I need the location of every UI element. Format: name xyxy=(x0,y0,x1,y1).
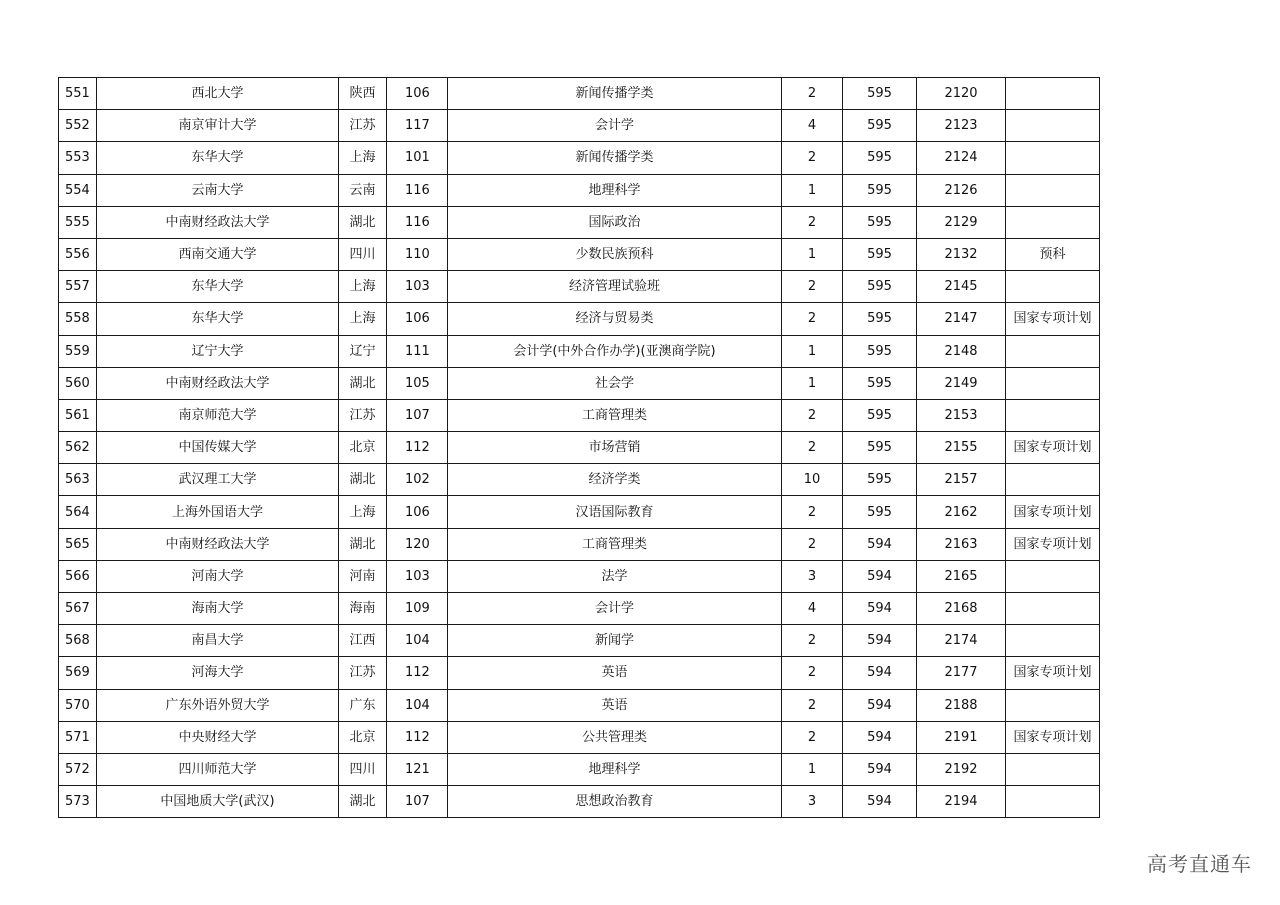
major-code-cell: 116 xyxy=(387,206,448,238)
table-row xyxy=(59,110,1100,142)
min-rank-cell: 2123 xyxy=(917,110,1006,142)
row-number-cell: 555 xyxy=(59,206,97,238)
remark-cell xyxy=(1006,464,1100,496)
min-score-cell: 594 xyxy=(843,528,917,560)
province-cell: 陕西 xyxy=(339,78,387,110)
major-name-cell: 英语 xyxy=(448,689,782,721)
school-name-cell: 中南财经政法大学 xyxy=(97,206,339,238)
min-rank-cell: 2163 xyxy=(917,528,1006,560)
min-rank-cell: 2126 xyxy=(917,174,1006,206)
plan-count-cell: 2 xyxy=(782,142,843,174)
major-code-cell: 121 xyxy=(387,753,448,785)
min-score-cell: 594 xyxy=(843,593,917,625)
row-number-cell: 559 xyxy=(59,335,97,367)
plan-count-cell: 2 xyxy=(782,625,843,657)
min-rank-cell: 2162 xyxy=(917,496,1006,528)
row-number-cell: 561 xyxy=(59,399,97,431)
province-cell: 湖北 xyxy=(339,206,387,238)
row-number-cell: 556 xyxy=(59,238,97,270)
table-row xyxy=(59,464,1100,496)
remark-cell xyxy=(1006,753,1100,785)
major-code-cell: 117 xyxy=(387,110,448,142)
row-number-cell: 569 xyxy=(59,657,97,689)
school-name-cell: 四川师范大学 xyxy=(97,753,339,785)
major-name-cell: 经济管理试验班 xyxy=(448,271,782,303)
min-rank-cell: 2177 xyxy=(917,657,1006,689)
school-name-cell: 河海大学 xyxy=(97,657,339,689)
min-rank-cell: 2174 xyxy=(917,625,1006,657)
major-name-cell: 新闻传播学类 xyxy=(448,78,782,110)
row-number-cell: 554 xyxy=(59,174,97,206)
table-row xyxy=(59,238,1100,270)
plan-count-cell: 3 xyxy=(782,786,843,818)
province-cell: 江苏 xyxy=(339,657,387,689)
min-rank-cell: 2191 xyxy=(917,721,1006,753)
major-name-cell: 思想政治教育 xyxy=(448,786,782,818)
plan-count-cell: 2 xyxy=(782,432,843,464)
min-score-cell: 595 xyxy=(843,78,917,110)
major-code-cell: 109 xyxy=(387,593,448,625)
row-number-cell: 564 xyxy=(59,496,97,528)
province-cell: 江苏 xyxy=(339,110,387,142)
plan-count-cell: 2 xyxy=(782,657,843,689)
min-rank-cell: 2129 xyxy=(917,206,1006,238)
plan-count-cell: 2 xyxy=(782,528,843,560)
school-name-cell: 西北大学 xyxy=(97,78,339,110)
min-score-cell: 594 xyxy=(843,753,917,785)
plan-count-cell: 4 xyxy=(782,593,843,625)
plan-count-cell: 2 xyxy=(782,689,843,721)
remark-cell xyxy=(1006,271,1100,303)
school-name-cell: 东华大学 xyxy=(97,271,339,303)
table-row xyxy=(59,335,1100,367)
min-score-cell: 595 xyxy=(843,399,917,431)
plan-count-cell: 10 xyxy=(782,464,843,496)
min-score-cell: 594 xyxy=(843,721,917,753)
min-score-cell: 594 xyxy=(843,625,917,657)
row-number-cell: 567 xyxy=(59,593,97,625)
row-number-cell: 573 xyxy=(59,786,97,818)
min-rank-cell: 2188 xyxy=(917,689,1006,721)
major-name-cell: 法学 xyxy=(448,560,782,592)
school-name-cell: 武汉理工大学 xyxy=(97,464,339,496)
row-number-cell: 552 xyxy=(59,110,97,142)
row-number-cell: 572 xyxy=(59,753,97,785)
major-name-cell: 会计学(中外合作办学)(亚澳商学院) xyxy=(448,335,782,367)
major-code-cell: 106 xyxy=(387,78,448,110)
min-score-cell: 595 xyxy=(843,464,917,496)
table-row xyxy=(59,593,1100,625)
plan-count-cell: 2 xyxy=(782,399,843,431)
school-name-cell: 东华大学 xyxy=(97,142,339,174)
remark-cell xyxy=(1006,110,1100,142)
table-row xyxy=(59,303,1100,335)
school-name-cell: 广东外语外贸大学 xyxy=(97,689,339,721)
major-name-cell: 经济学类 xyxy=(448,464,782,496)
province-cell: 北京 xyxy=(339,721,387,753)
watermark: 高考直通车 xyxy=(1147,852,1252,876)
remark-cell xyxy=(1006,335,1100,367)
remark-cell xyxy=(1006,367,1100,399)
remark-cell: 国家专项计划 xyxy=(1006,528,1100,560)
plan-count-cell: 2 xyxy=(782,206,843,238)
major-code-cell: 103 xyxy=(387,560,448,592)
school-name-cell: 海南大学 xyxy=(97,593,339,625)
plan-count-cell: 1 xyxy=(782,335,843,367)
row-number-cell: 551 xyxy=(59,78,97,110)
major-code-cell: 107 xyxy=(387,786,448,818)
table-row xyxy=(59,399,1100,431)
province-cell: 上海 xyxy=(339,142,387,174)
row-number-cell: 560 xyxy=(59,367,97,399)
province-cell: 江苏 xyxy=(339,399,387,431)
min-score-cell: 595 xyxy=(843,496,917,528)
min-score-cell: 595 xyxy=(843,206,917,238)
plan-count-cell: 3 xyxy=(782,560,843,592)
table-row xyxy=(59,753,1100,785)
major-name-cell: 少数民族预科 xyxy=(448,238,782,270)
plan-count-cell: 1 xyxy=(782,238,843,270)
remark-cell xyxy=(1006,78,1100,110)
min-rank-cell: 2120 xyxy=(917,78,1006,110)
min-rank-cell: 2132 xyxy=(917,238,1006,270)
row-number-cell: 570 xyxy=(59,689,97,721)
table-row xyxy=(59,657,1100,689)
table-row xyxy=(59,528,1100,560)
major-code-cell: 120 xyxy=(387,528,448,560)
remark-cell: 预科 xyxy=(1006,238,1100,270)
school-name-cell: 南昌大学 xyxy=(97,625,339,657)
remark-cell xyxy=(1006,142,1100,174)
row-number-cell: 566 xyxy=(59,560,97,592)
remark-cell: 国家专项计划 xyxy=(1006,496,1100,528)
min-score-cell: 595 xyxy=(843,367,917,399)
table-row xyxy=(59,174,1100,206)
school-name-cell: 中南财经政法大学 xyxy=(97,367,339,399)
major-name-cell: 公共管理类 xyxy=(448,721,782,753)
major-code-cell: 106 xyxy=(387,303,448,335)
min-rank-cell: 2124 xyxy=(917,142,1006,174)
remark-cell xyxy=(1006,625,1100,657)
major-code-cell: 104 xyxy=(387,625,448,657)
min-score-cell: 595 xyxy=(843,174,917,206)
plan-count-cell: 2 xyxy=(782,721,843,753)
major-code-cell: 116 xyxy=(387,174,448,206)
remark-cell xyxy=(1006,593,1100,625)
remark-cell xyxy=(1006,689,1100,721)
school-name-cell: 中国地质大学(武汉) xyxy=(97,786,339,818)
min-rank-cell: 2145 xyxy=(917,271,1006,303)
min-score-cell: 594 xyxy=(843,689,917,721)
major-code-cell: 112 xyxy=(387,657,448,689)
major-code-cell: 112 xyxy=(387,721,448,753)
major-name-cell: 社会学 xyxy=(448,367,782,399)
school-name-cell: 上海外国语大学 xyxy=(97,496,339,528)
min-score-cell: 595 xyxy=(843,238,917,270)
remark-cell: 国家专项计划 xyxy=(1006,432,1100,464)
province-cell: 湖北 xyxy=(339,464,387,496)
major-code-cell: 103 xyxy=(387,271,448,303)
row-number-cell: 568 xyxy=(59,625,97,657)
province-cell: 上海 xyxy=(339,496,387,528)
min-rank-cell: 2155 xyxy=(917,432,1006,464)
province-cell: 湖北 xyxy=(339,786,387,818)
min-score-cell: 595 xyxy=(843,142,917,174)
min-score-cell: 595 xyxy=(843,432,917,464)
min-rank-cell: 2192 xyxy=(917,753,1006,785)
min-rank-cell: 2147 xyxy=(917,303,1006,335)
major-code-cell: 107 xyxy=(387,399,448,431)
province-cell: 北京 xyxy=(339,432,387,464)
major-code-cell: 101 xyxy=(387,142,448,174)
row-number-cell: 553 xyxy=(59,142,97,174)
province-cell: 江西 xyxy=(339,625,387,657)
table-row xyxy=(59,560,1100,592)
province-cell: 辽宁 xyxy=(339,335,387,367)
table-row xyxy=(59,206,1100,238)
school-name-cell: 西南交通大学 xyxy=(97,238,339,270)
province-cell: 四川 xyxy=(339,238,387,270)
province-cell: 上海 xyxy=(339,303,387,335)
major-name-cell: 汉语国际教育 xyxy=(448,496,782,528)
major-code-cell: 111 xyxy=(387,335,448,367)
row-number-cell: 571 xyxy=(59,721,97,753)
remark-cell xyxy=(1006,206,1100,238)
school-name-cell: 河南大学 xyxy=(97,560,339,592)
min-rank-cell: 2153 xyxy=(917,399,1006,431)
remark-cell: 国家专项计划 xyxy=(1006,657,1100,689)
min-score-cell: 595 xyxy=(843,271,917,303)
min-rank-cell: 2157 xyxy=(917,464,1006,496)
min-rank-cell: 2165 xyxy=(917,560,1006,592)
plan-count-cell: 4 xyxy=(782,110,843,142)
major-code-cell: 102 xyxy=(387,464,448,496)
min-score-cell: 594 xyxy=(843,657,917,689)
table-row xyxy=(59,721,1100,753)
province-cell: 海南 xyxy=(339,593,387,625)
table-body xyxy=(59,78,1100,818)
school-name-cell: 中南财经政法大学 xyxy=(97,528,339,560)
table-row xyxy=(59,142,1100,174)
province-cell: 上海 xyxy=(339,271,387,303)
plan-count-cell: 1 xyxy=(782,367,843,399)
major-code-cell: 106 xyxy=(387,496,448,528)
min-rank-cell: 2194 xyxy=(917,786,1006,818)
province-cell: 四川 xyxy=(339,753,387,785)
table-row xyxy=(59,271,1100,303)
province-cell: 云南 xyxy=(339,174,387,206)
table-row xyxy=(59,625,1100,657)
row-number-cell: 563 xyxy=(59,464,97,496)
major-name-cell: 国际政治 xyxy=(448,206,782,238)
province-cell: 广东 xyxy=(339,689,387,721)
school-name-cell: 南京审计大学 xyxy=(97,110,339,142)
plan-count-cell: 1 xyxy=(782,174,843,206)
remark-cell xyxy=(1006,786,1100,818)
min-rank-cell: 2149 xyxy=(917,367,1006,399)
major-name-cell: 新闻学 xyxy=(448,625,782,657)
min-score-cell: 594 xyxy=(843,786,917,818)
plan-count-cell: 2 xyxy=(782,78,843,110)
table-row xyxy=(59,78,1100,110)
school-name-cell: 南京师范大学 xyxy=(97,399,339,431)
major-name-cell: 会计学 xyxy=(448,593,782,625)
table-row xyxy=(59,689,1100,721)
major-code-cell: 110 xyxy=(387,238,448,270)
major-code-cell: 112 xyxy=(387,432,448,464)
table-row xyxy=(59,367,1100,399)
major-name-cell: 市场营销 xyxy=(448,432,782,464)
major-name-cell: 经济与贸易类 xyxy=(448,303,782,335)
plan-count-cell: 2 xyxy=(782,271,843,303)
plan-count-cell: 2 xyxy=(782,496,843,528)
remark-cell xyxy=(1006,399,1100,431)
row-number-cell: 562 xyxy=(59,432,97,464)
table-row xyxy=(59,786,1100,818)
major-code-cell: 105 xyxy=(387,367,448,399)
major-code-cell: 104 xyxy=(387,689,448,721)
school-name-cell: 辽宁大学 xyxy=(97,335,339,367)
major-name-cell: 工商管理类 xyxy=(448,399,782,431)
remark-cell xyxy=(1006,174,1100,206)
table-row xyxy=(59,496,1100,528)
remark-cell: 国家专项计划 xyxy=(1006,721,1100,753)
major-name-cell: 新闻传播学类 xyxy=(448,142,782,174)
min-rank-cell: 2148 xyxy=(917,335,1006,367)
table-row xyxy=(59,432,1100,464)
admission-table xyxy=(58,77,1100,818)
school-name-cell: 中国传媒大学 xyxy=(97,432,339,464)
major-name-cell: 工商管理类 xyxy=(448,528,782,560)
min-score-cell: 595 xyxy=(843,303,917,335)
school-name-cell: 东华大学 xyxy=(97,303,339,335)
remark-cell: 国家专项计划 xyxy=(1006,303,1100,335)
min-score-cell: 595 xyxy=(843,110,917,142)
major-name-cell: 会计学 xyxy=(448,110,782,142)
province-cell: 河南 xyxy=(339,560,387,592)
school-name-cell: 云南大学 xyxy=(97,174,339,206)
major-name-cell: 地理科学 xyxy=(448,753,782,785)
remark-cell xyxy=(1006,560,1100,592)
province-cell: 湖北 xyxy=(339,528,387,560)
row-number-cell: 558 xyxy=(59,303,97,335)
plan-count-cell: 2 xyxy=(782,303,843,335)
row-number-cell: 557 xyxy=(59,271,97,303)
min-score-cell: 594 xyxy=(843,560,917,592)
plan-count-cell: 1 xyxy=(782,753,843,785)
min-score-cell: 595 xyxy=(843,335,917,367)
school-name-cell: 中央财经大学 xyxy=(97,721,339,753)
major-name-cell: 地理科学 xyxy=(448,174,782,206)
major-name-cell: 英语 xyxy=(448,657,782,689)
min-rank-cell: 2168 xyxy=(917,593,1006,625)
province-cell: 湖北 xyxy=(339,367,387,399)
row-number-cell: 565 xyxy=(59,528,97,560)
